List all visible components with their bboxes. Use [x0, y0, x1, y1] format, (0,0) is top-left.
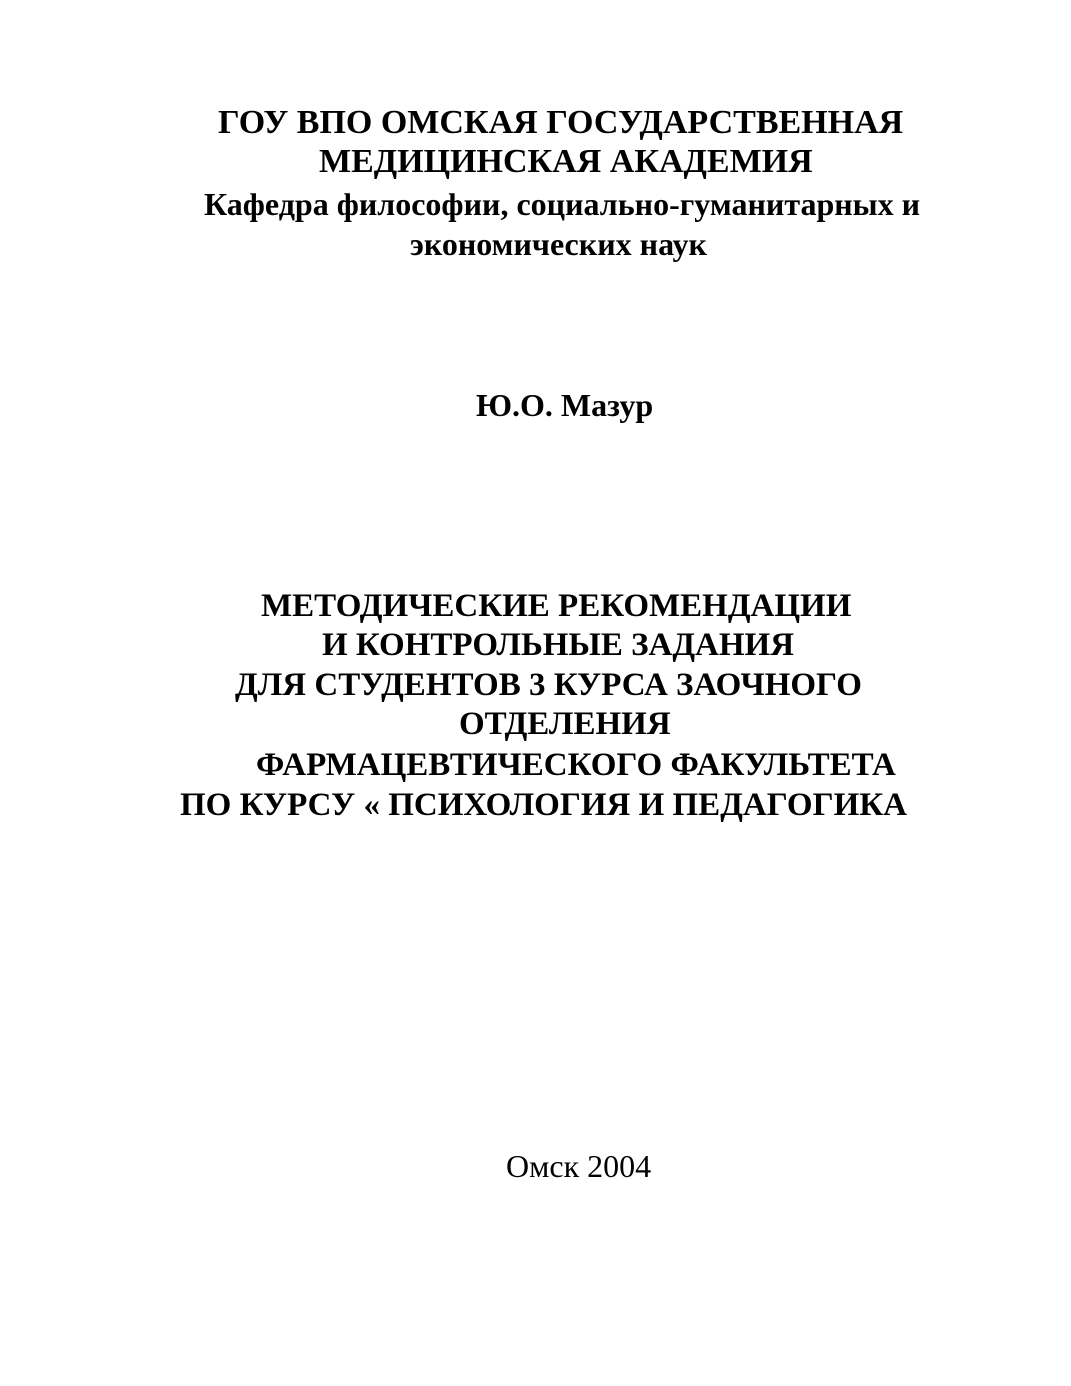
document-title-line-3: ДЛЯ СТУДЕНТОВ 3 КУРСА ЗАОЧНОГО [235, 667, 862, 703]
institution-name-line-1: ГОУ ВПО ОМСКАЯ ГОСУДАРСТВЕННАЯ [218, 104, 904, 141]
author-name: Ю.О. Мазур [476, 387, 654, 423]
document-title-line-1: МЕТОДИЧЕСКИЕ РЕКОМЕНДАЦИИ [261, 588, 852, 624]
document-title-line-4: ОТДЕЛЕНИЯ [459, 706, 671, 742]
city-year: Омск 2004 [506, 1148, 652, 1184]
department-name-line-1: Кафедра философии, социально-гуманитарных и [204, 186, 921, 222]
department-name-line-2: экономических наук [410, 226, 707, 262]
document-title-line-5: ФАРМАЦЕВТИЧЕСКОГО ФАКУЛЬТЕТА [256, 747, 896, 783]
document-title-line-2: И КОНТРОЛЬНЫЕ ЗАДАНИЯ [322, 627, 795, 663]
document-title-line-6: ПО КУРСУ « ПСИХОЛОГИЯ И ПЕДАГОГИКА [180, 787, 907, 823]
institution-name-line-2: МЕДИЦИНСКАЯ АКАДЕМИЯ [319, 143, 813, 180]
